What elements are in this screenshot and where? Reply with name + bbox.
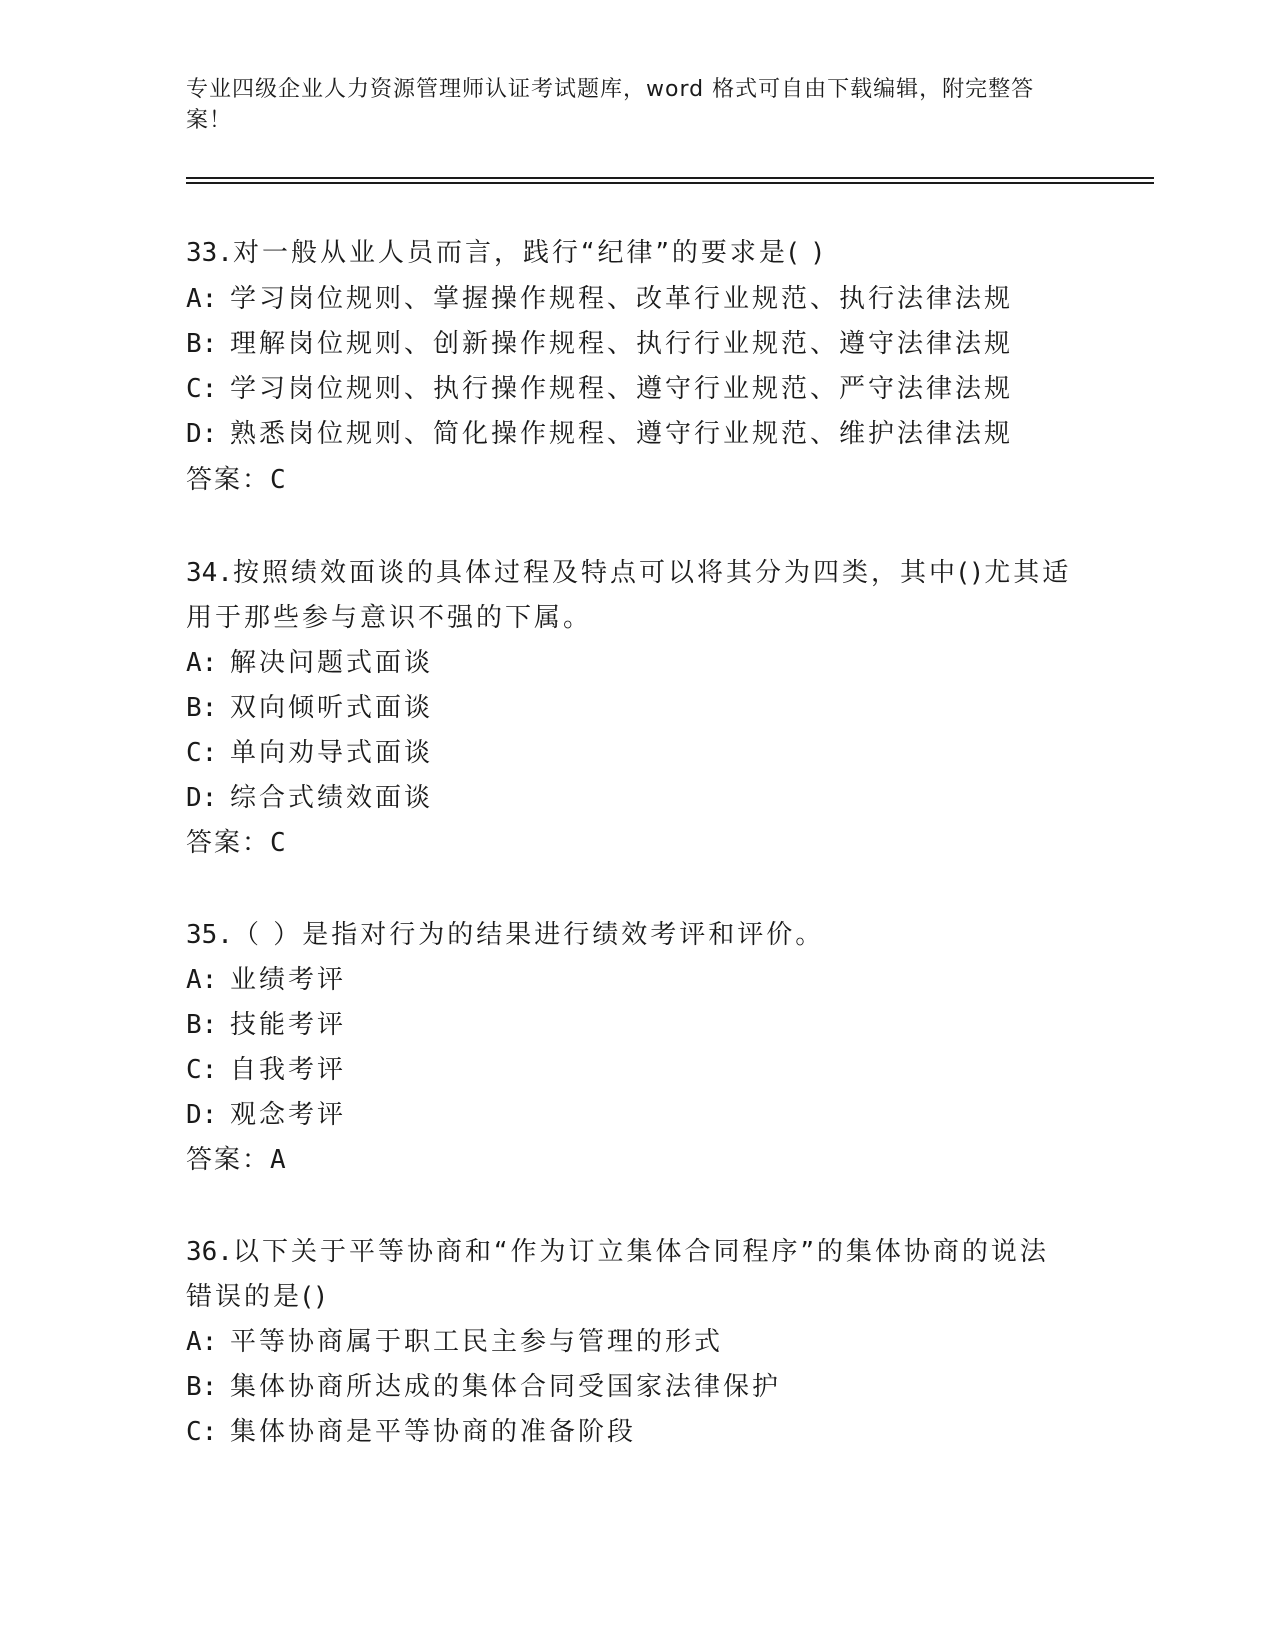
option-letter: A: [186,648,218,678]
option-c [186,1415,636,1449]
stem-line: （ ）是指对行为的结果进行绩效考评和评价。 [232,920,825,950]
option-b [186,691,433,725]
option-text: 熟悉岗位规则、简化操作规程、遵守行业规范、维护法律法规 [230,419,1014,449]
question-number: 36. [186,1237,233,1267]
option-letter: C: [186,374,218,404]
question-stem [186,236,825,270]
stem-line: 以下关于平等协商和“作为订立集体合同程序”的集体协商的说法 [232,1237,1049,1267]
option-text: 平等协商属于职工民主参与管理的形式 [230,1327,724,1357]
stem-line: 按照绩效面谈的具体过程及特点可以将其分为四类，其中()尤其适 [232,558,1072,588]
option-text: 集体协商所达成的集体合同受国家法律保护 [230,1372,782,1402]
stem-line: 对一般从业人员而言，践行“纪律”的要求是( ) [232,238,826,268]
stem-line: 错误的是() [186,1282,329,1312]
option-d [186,781,433,815]
answer-label: 答案： [186,1145,271,1175]
option-a [186,1325,723,1359]
question-stem [186,556,1071,590]
option-letter: B: [186,1010,218,1040]
option-b [186,1008,346,1042]
option-text: 学习岗位规则、掌握操作规程、改革行业规范、执行法律法规 [230,284,1014,314]
option-letter: A: [186,965,218,995]
question-number: 34. [186,558,233,588]
question-number: 35. [186,920,233,950]
option-text: 观念考评 [230,1100,347,1130]
answer-line [186,826,286,860]
question-stem [186,918,824,952]
answer-value: C [270,828,286,858]
answer-line [186,1143,286,1177]
option-letter: C: [186,1417,218,1447]
option-b [186,327,1013,361]
option-letter: D: [186,1100,218,1130]
option-c [186,1053,346,1087]
question-number: 33. [186,238,233,268]
answer-label: 答案： [186,465,271,495]
option-letter: B: [186,693,218,723]
option-text: 技能考评 [230,1010,347,1040]
answer-value: C [270,465,286,495]
option-c [186,372,1013,406]
option-letter: B: [186,329,218,359]
option-a [186,646,433,680]
header-divider-top [186,177,1154,179]
option-c [186,736,433,770]
option-letter: A: [186,1327,218,1357]
answer-value: A [270,1145,286,1175]
option-text: 理解岗位规则、创新操作规程、执行行业规范、遵守法律法规 [230,329,1014,359]
option-text: 双向倾听式面谈 [230,693,434,723]
document-intro: 专业四级企业人力资源管理师认证考试题库，word 格式可自由下载编辑，附完整答案！ [186,77,1035,133]
option-text: 集体协商是平等协商的准备阶段 [230,1417,637,1447]
option-text: 自我考评 [230,1055,347,1085]
option-text: 单向劝导式面谈 [230,738,434,768]
option-a [186,963,346,997]
option-a [186,282,1013,316]
option-letter: C: [186,1055,218,1085]
option-text: 学习岗位规则、执行操作规程、遵守行业规范、严守法律法规 [230,374,1014,404]
option-letter: A: [186,284,218,314]
option-b [186,1370,781,1404]
option-letter: C: [186,738,218,768]
question-stem [186,1235,1049,1269]
answer-line [186,463,286,497]
answer-label: 答案： [186,828,271,858]
option-d [186,417,1013,451]
header-divider-bottom [186,182,1154,184]
question-stem-continued [186,601,592,635]
option-d [186,1098,346,1132]
option-text: 综合式绩效面谈 [230,783,434,813]
option-letter: D: [186,783,218,813]
option-letter: D: [186,419,218,449]
question-stem-continued [186,1280,328,1314]
option-text: 业绩考评 [230,965,347,995]
option-text: 解决问题式面谈 [230,648,434,678]
stem-line: 用于那些参与意识不强的下属。 [186,603,593,633]
option-letter: B: [186,1372,218,1402]
